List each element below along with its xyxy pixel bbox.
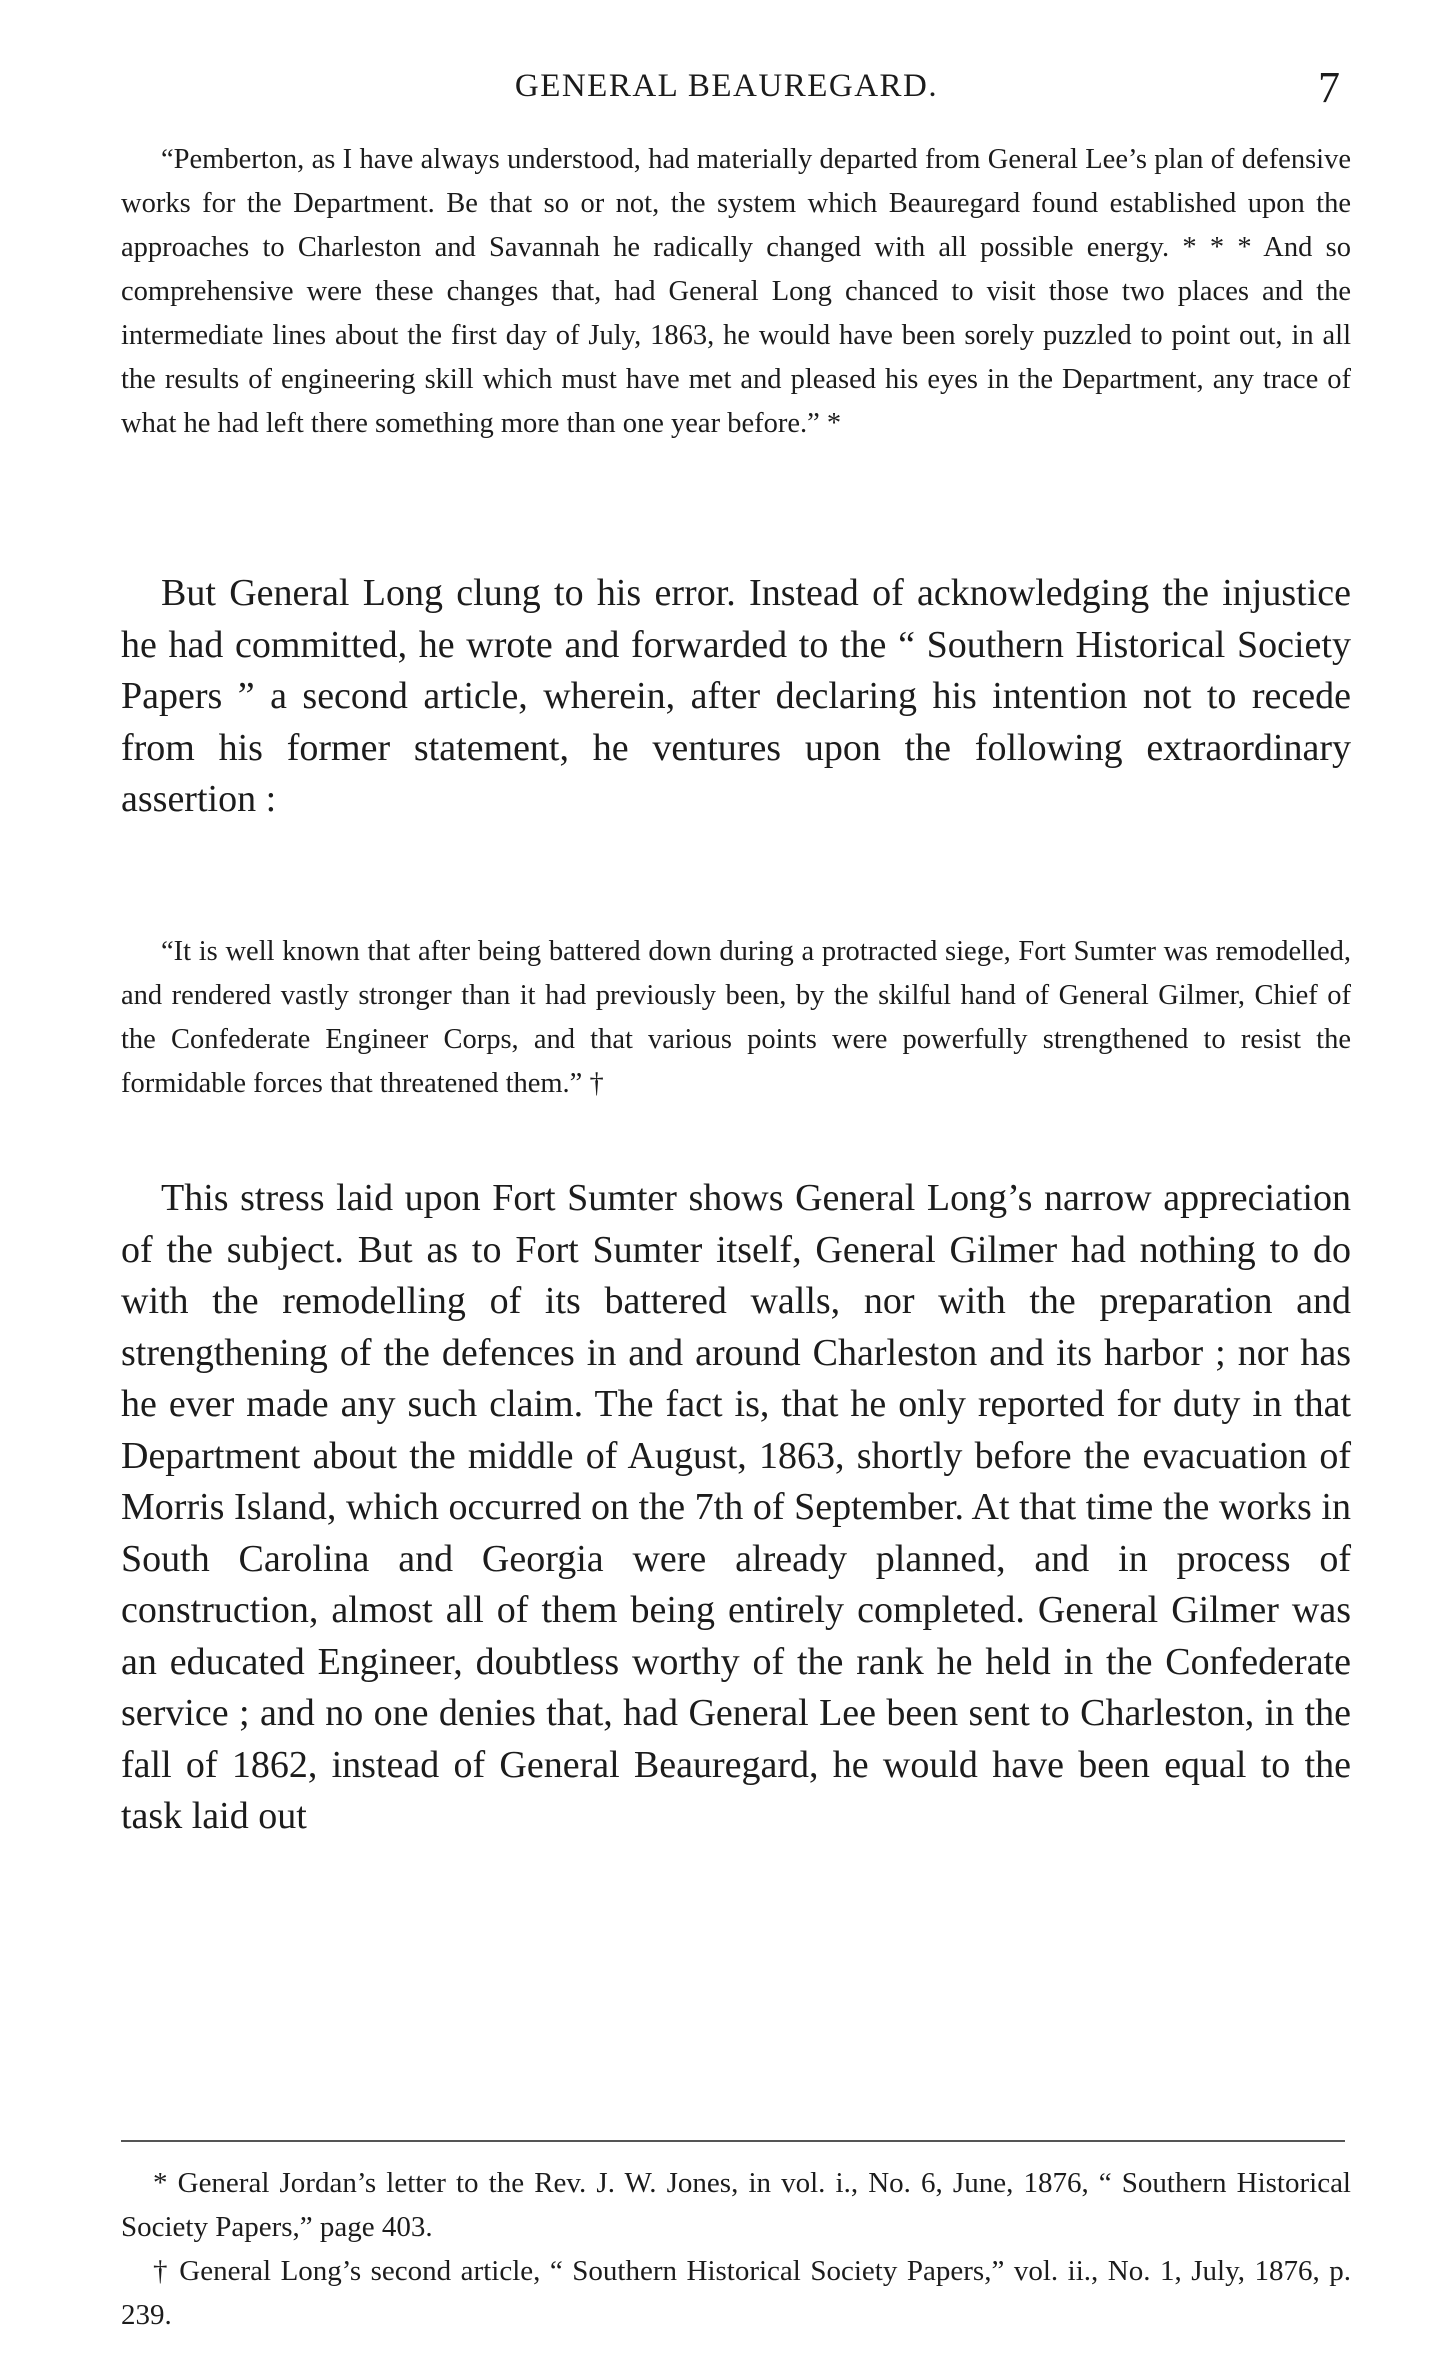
footnote-divider [121,2140,1345,2142]
footnote: * General Jordan’s letter to the Rev. J. W. Jones, in vol. i., No. 6, June, 1876, “ Southern Historical Society Papers,” page 403. [121,2167,1351,2243]
body-paragraph: This stress laid upon Fort Sumter shows General Long’s narrow appreciation of the subject. But as to Fort Sumter itself, General Gilmer had nothing to do with the remodelling of its battered walls, nor with the preparation and strengthening of the defences in and around Charleston and its harbor ; nor has he ever made any such claim. The fact is, that he only reported for duty in that Department about the middle of August, 1863, shortly before the evacuation of Morris Island, which occurred on the 7th of September. At that time the works in South Carolina and Georgia were already planned, and in process of construction, almost all of them being entirely completed. General Gilmer was an educated Engineer, doubtless worthy of the rank he held in the Confederate service ; and no one denies that, had General Lee been sent to Charleston, in the fall of 1862, instead of General Beauregard, he would have been equal to the task laid out [121,1177,1351,1837]
page-number: 7 [1318,63,1340,112]
footnotes [121,2161,1351,2337]
body-paragraph: But General Long clung to his error. Instead of acknowledging the injustice he had committed, he wrote and forwarded to the “ Southern Historical Society Papers ” a second article, wherein, after declaring his intention not to recede from his former statement, he ventures upon the following extraordinary assertion : [121,572,1351,820]
running-title: GENERAL BEAUREGARD. [514,68,939,104]
block-quote-paragraph: “Pemberton, as I have always understood, had materially departed from General Lee’s plan of defensive works for the Department. Be that so or not, the system which Beauregard found established upon the approaches to Charleston and Savannah he radically changed with all possible energy. * * * And so comprehensive were these changes that, had General Long chanced to visit those two places and the intermediate lines about the first day of July, 1863, he would have been sorely puzzled to point out, in all the results of engineering skill which must have met and pleased his eyes in the Department, any trace of what he had left there something more than one year before.” * [121,144,1351,439]
running-head [0,62,1453,112]
block-quote-paragraph: “It is well known that after being battered down during a protracted siege, Fort Sumter was remodelled, and rendered vastly stronger than it had previously been, by the skilful hand of General Gilmer, Chief of the Confederate Engineer Corps, and that various points were powerfully strengthened to resist the formidable forces that threatened them.” † [121,936,1351,1099]
footnote: † General Long’s second article, “ Southern Historical Society Papers,” vol. ii., No. 1, July, 1876, p. 239. [121,2255,1351,2331]
